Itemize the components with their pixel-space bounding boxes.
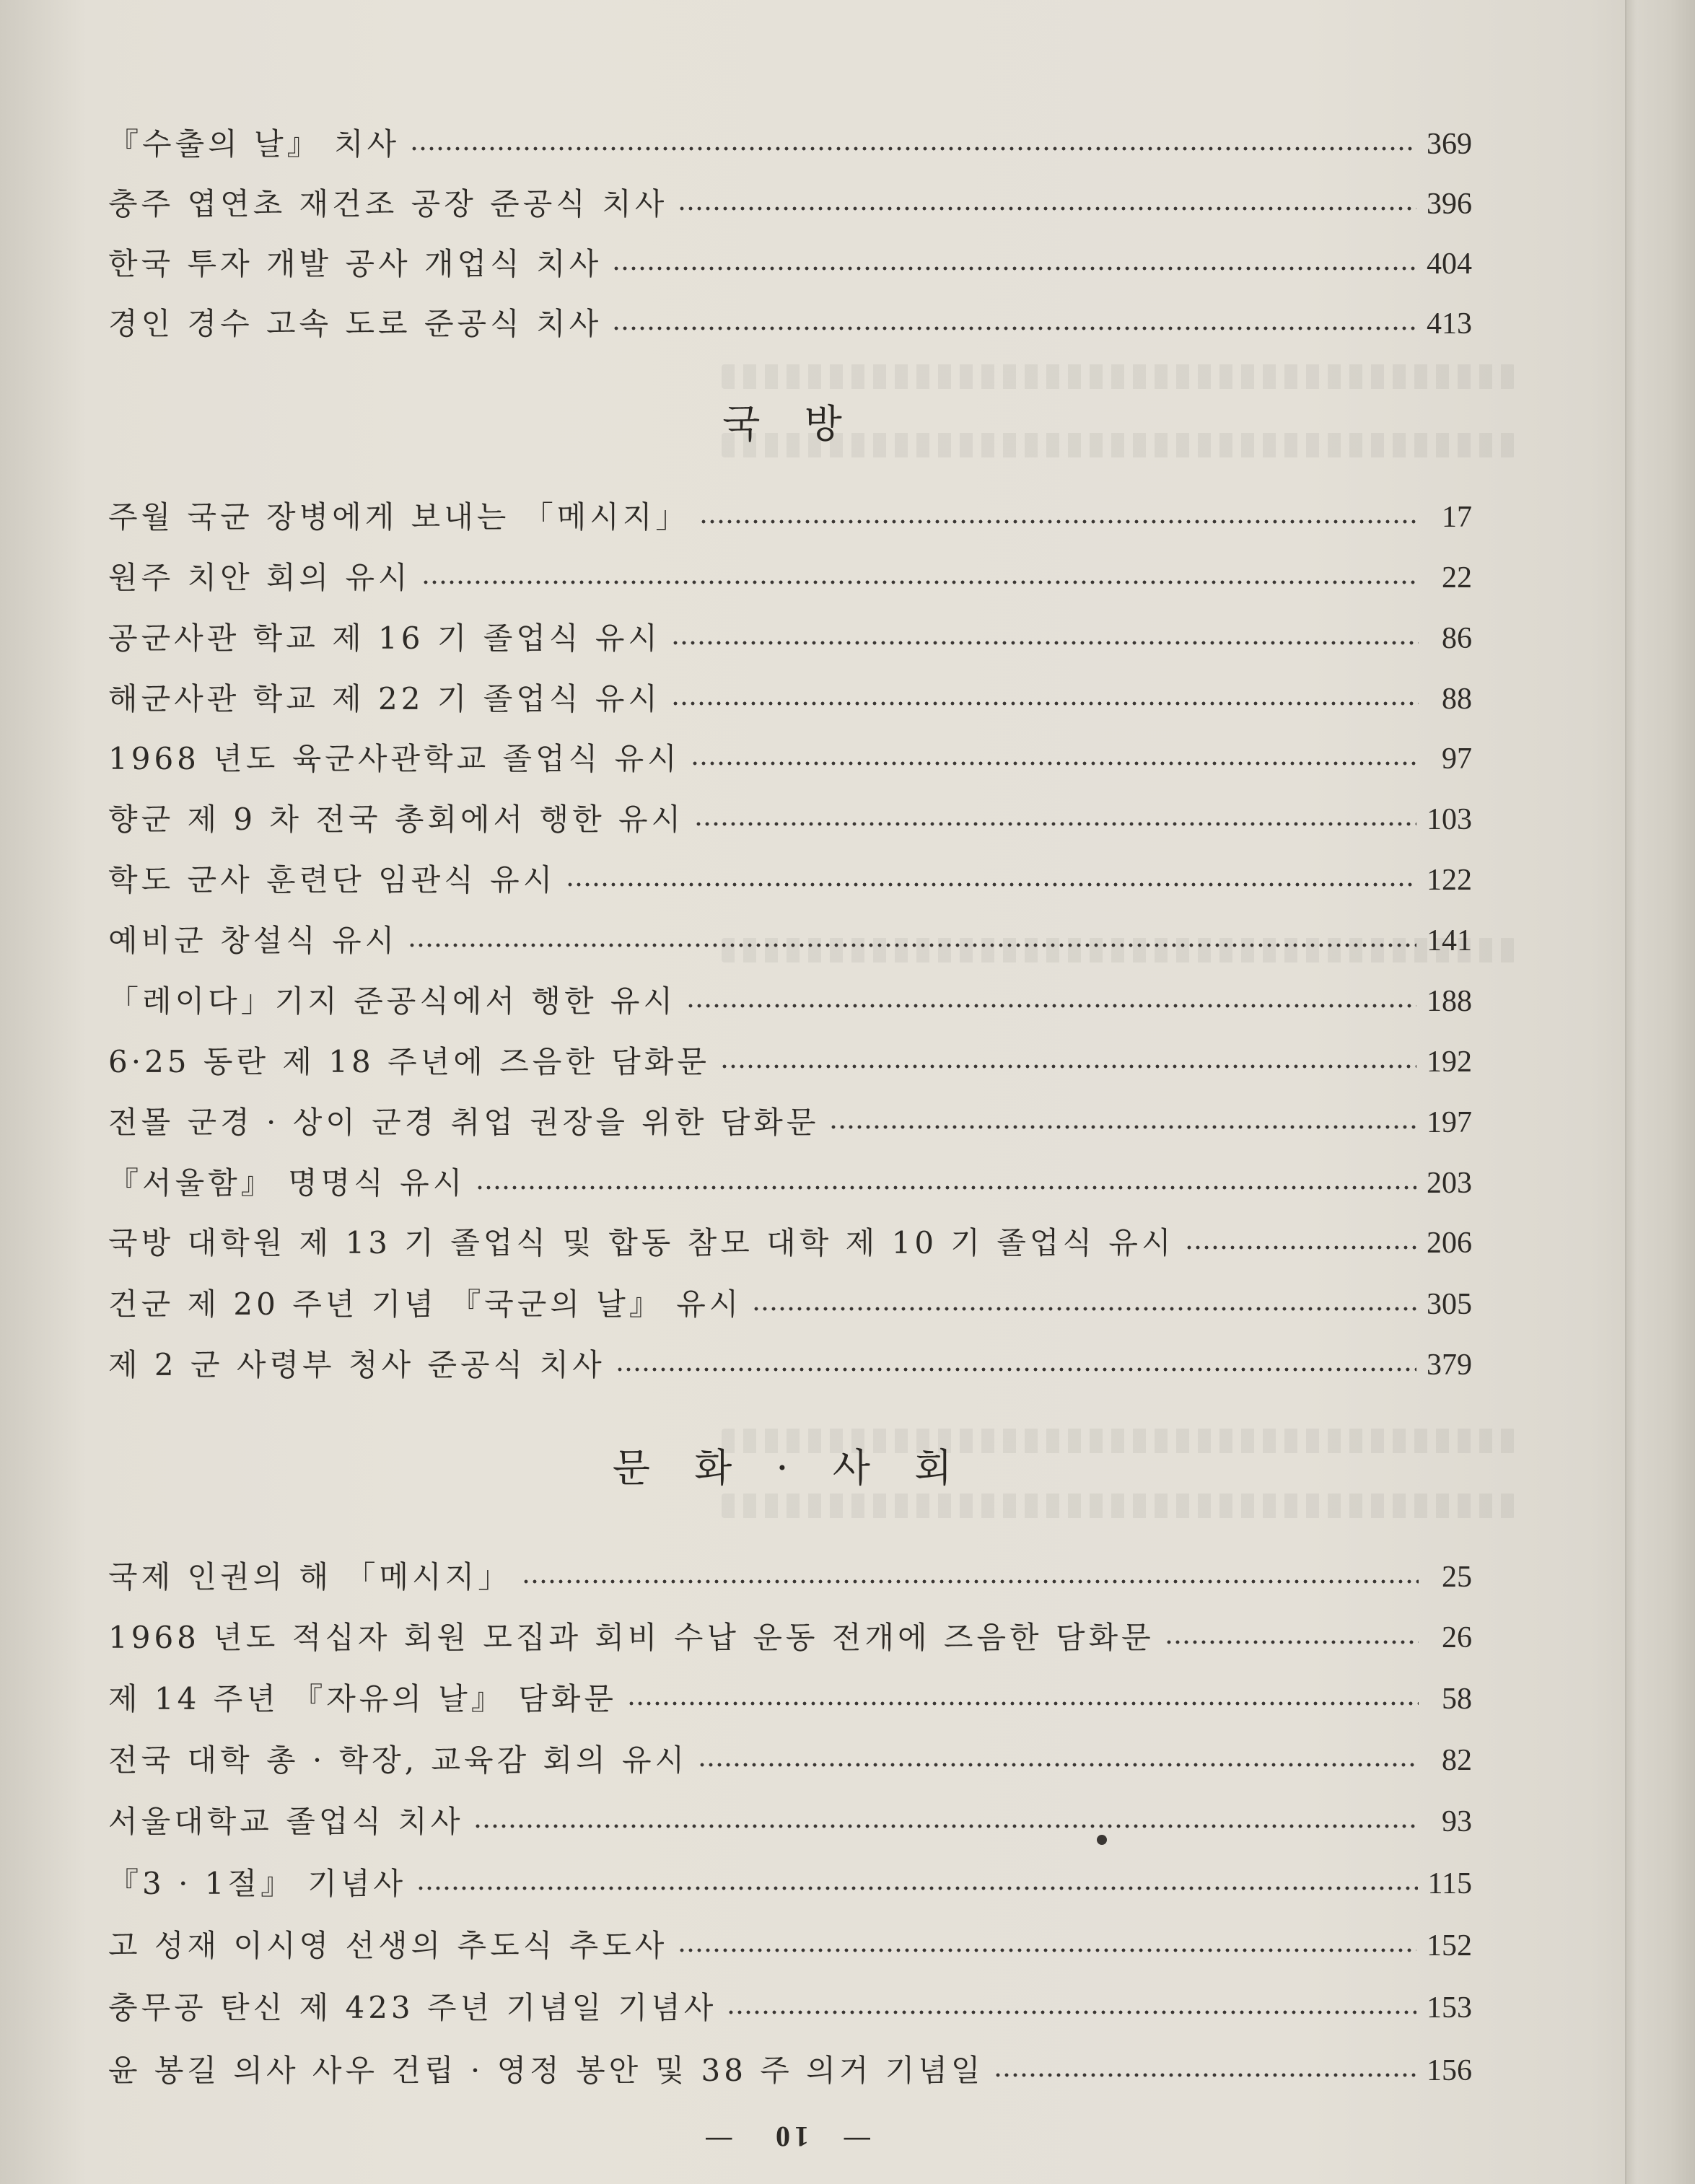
toc-entry — [108, 918, 1472, 964]
toc-entry — [108, 494, 1472, 540]
toc-entry-page: 22 — [1442, 561, 1472, 595]
dot-leader — [678, 1946, 1416, 1955]
toc-entry-page: 396 — [1427, 188, 1472, 221]
dot-leader — [678, 204, 1416, 213]
toc-entry-title: 국방 대학원 제 13 기 졸업식 및 합동 참모 대학 제 10 기 졸업식 유시 — [108, 1225, 1175, 1260]
toc-entry-title: 서울대학교 졸업식 치사 — [108, 1804, 464, 1839]
dot-leader — [829, 1123, 1416, 1131]
toc-entry-title: 국제 인권의 해 「메시지」 — [108, 1559, 512, 1595]
dot-leader — [671, 699, 1419, 708]
toc-entry — [108, 1676, 1472, 1722]
toc-entry-title: 1968 년도 육군사관학교 졸업식 유시 — [108, 741, 680, 776]
toc-entry-title: 원주 치안 회의 유시 — [108, 560, 411, 595]
toc-entry — [108, 1985, 1472, 2031]
section-heading-culture-society: 문 화 · 사 회 — [612, 1445, 968, 1491]
toc-entry-page: 141 — [1427, 924, 1472, 957]
dot-leader — [694, 820, 1416, 828]
toc-entry — [108, 181, 1472, 227]
toc-entry-title: 『서울함』 명명식 유시 — [108, 1165, 466, 1201]
dot-leader — [408, 941, 1416, 950]
dot-leader — [612, 264, 1416, 273]
toc-entry-title: 전국 대학 총 · 학장, 교육감 회의 유시 — [108, 1742, 688, 1778]
toc-entry — [108, 1100, 1472, 1146]
toc-entry-page: 197 — [1427, 1106, 1472, 1139]
toc-entry — [108, 1799, 1472, 1845]
toc-entry-page: 369 — [1427, 128, 1472, 161]
toc-entry — [108, 1160, 1472, 1206]
toc-entry-title: 6·25 동란 제 18 주년에 즈음한 담화문 — [108, 1044, 710, 1079]
toc-entry — [108, 676, 1472, 722]
toc-entry-page: 26 — [1442, 1621, 1472, 1654]
toc-entry-page: 379 — [1427, 1348, 1472, 1382]
toc-entry-title: 주월 국군 장병에게 보내는 「메시지」 — [108, 499, 690, 535]
toc-entry-title: 공군사관 학교 제 16 기 졸업식 유시 — [108, 620, 661, 656]
toc-entry — [108, 1615, 1472, 1661]
dot-leader — [671, 639, 1419, 647]
dot-leader — [410, 144, 1416, 153]
dot-leader — [691, 759, 1419, 768]
toc-entry-page: 93 — [1442, 1805, 1472, 1838]
toc-entry-page: 86 — [1442, 622, 1472, 655]
toc-entry-page: 152 — [1427, 1929, 1472, 1962]
toc-entry-page: 82 — [1442, 1744, 1472, 1777]
toc-entry — [108, 2048, 1472, 2094]
toc-entry-page: 122 — [1427, 864, 1472, 897]
toc-entry — [108, 978, 1472, 1025]
dot-leader — [566, 880, 1416, 889]
toc-entry — [108, 1281, 1472, 1328]
toc-entry — [108, 241, 1472, 287]
page-edge-shadow — [1625, 0, 1695, 2184]
toc-entry — [108, 555, 1472, 601]
toc-entry-title: 향군 제 9 차 전국 총회에서 행한 유시 — [108, 802, 685, 837]
toc-entry-page: 206 — [1427, 1227, 1472, 1260]
toc-entry-title: 경인 경수 고속 도로 준공식 치사 — [108, 306, 603, 341]
dot-leader — [416, 1884, 1417, 1893]
toc-entry — [108, 1554, 1472, 1600]
toc-entry-title: 한국 투자 개발 공사 개업식 치사 — [108, 246, 603, 281]
toc-entry-title: 「레이다」기지 준공식에서 행한 유시 — [108, 983, 677, 1019]
toc-entry-title: 예비군 창설식 유시 — [108, 923, 398, 958]
toc-entry-title: 『수출의 날』 치사 — [108, 126, 400, 162]
toc-entry — [108, 615, 1472, 662]
table-of-contents — [108, 0, 1472, 2184]
toc-entry-page: 156 — [1427, 2054, 1472, 2087]
toc-entry — [108, 736, 1472, 782]
toc-entry-page: 17 — [1442, 501, 1472, 534]
toc-entry-page: 25 — [1442, 1561, 1472, 1594]
toc-entry-title: 제 2 군 사령부 청사 준공식 치사 — [108, 1347, 605, 1382]
toc-entry-page: 88 — [1442, 683, 1472, 716]
page-footer — [108, 2120, 1472, 2154]
toc-entry — [108, 1861, 1472, 1907]
toc-entry-page: 153 — [1427, 1991, 1472, 2025]
dot-leader — [698, 1760, 1419, 1769]
toc-entry-page: 103 — [1427, 803, 1472, 836]
ink-speck — [1097, 1835, 1107, 1845]
toc-entry-title: 윤 봉길 의사 사우 건립 · 영정 봉안 및 38 주 의거 기념일 — [108, 2053, 984, 2088]
dot-leader — [421, 578, 1419, 587]
toc-entry-title: 충무공 탄신 제 423 주년 기념일 기념사 — [108, 1990, 717, 2025]
toc-entry-title: 충주 엽연초 재건조 공장 준공식 치사 — [108, 186, 668, 222]
dot-leader — [476, 1183, 1416, 1192]
dot-leader — [627, 1699, 1419, 1708]
toc-entry — [108, 857, 1472, 903]
toc-entry-title: 전몰 군경 · 상이 군경 취업 권장을 위한 담화문 — [108, 1105, 820, 1140]
toc-entry — [108, 301, 1472, 347]
toc-entry — [108, 1039, 1472, 1085]
toc-entry-title: 『3 · 1절』 기념사 — [108, 1866, 407, 1901]
dot-leader — [473, 1822, 1419, 1830]
toc-entry-page: 305 — [1427, 1288, 1472, 1321]
page-number: 10 — [771, 2121, 809, 2153]
dot-leader — [752, 1304, 1416, 1313]
dot-leader — [686, 1001, 1416, 1010]
toc-entry-page: 115 — [1427, 1867, 1472, 1900]
toc-entry-page: 97 — [1442, 742, 1472, 776]
dot-leader — [699, 517, 1419, 526]
section-heading-defense: 국 방 — [722, 401, 858, 447]
dot-leader — [612, 324, 1416, 333]
dot-leader — [522, 1577, 1419, 1586]
toc-entry-title: 제 14 주년 『자유의 날』 담화문 — [108, 1681, 617, 1716]
toc-entry-title: 해군사관 학교 제 22 기 졸업식 유시 — [108, 681, 661, 716]
dot-leader — [1165, 1638, 1419, 1646]
dot-leader — [727, 2008, 1416, 2017]
toc-entry-title: 학도 군사 훈련단 임관식 유시 — [108, 862, 556, 898]
toc-entry-page: 203 — [1427, 1167, 1472, 1200]
toc-entry-title: 1968 년도 적십자 회원 모집과 회비 수납 운동 전개에 즈음한 담화문 — [108, 1620, 1155, 1655]
toc-entry-page: 413 — [1427, 307, 1472, 341]
dot-leader — [616, 1365, 1416, 1374]
dot-leader — [994, 2071, 1416, 2079]
toc-entry-title: 건군 제 20 주년 기념 『국군의 날』 유시 — [108, 1286, 743, 1322]
toc-entry — [108, 1923, 1472, 1969]
toc-entry — [108, 797, 1472, 843]
footer-dash-right: — — [842, 2121, 876, 2154]
toc-entry — [108, 1737, 1472, 1784]
toc-entry — [108, 1342, 1472, 1388]
toc-entry — [108, 121, 1472, 167]
footer-dash-left: — — [704, 2121, 738, 2154]
toc-entry-title: 고 성재 이시영 선생의 추도식 추도사 — [108, 1928, 668, 1963]
toc-entry-page: 192 — [1427, 1045, 1472, 1079]
toc-entry-page: 404 — [1427, 247, 1472, 281]
toc-entry-page: 58 — [1442, 1683, 1472, 1716]
toc-entry-page: 188 — [1427, 985, 1472, 1018]
dot-leader — [720, 1062, 1416, 1071]
dot-leader — [1185, 1243, 1416, 1252]
toc-entry — [108, 1220, 1472, 1266]
